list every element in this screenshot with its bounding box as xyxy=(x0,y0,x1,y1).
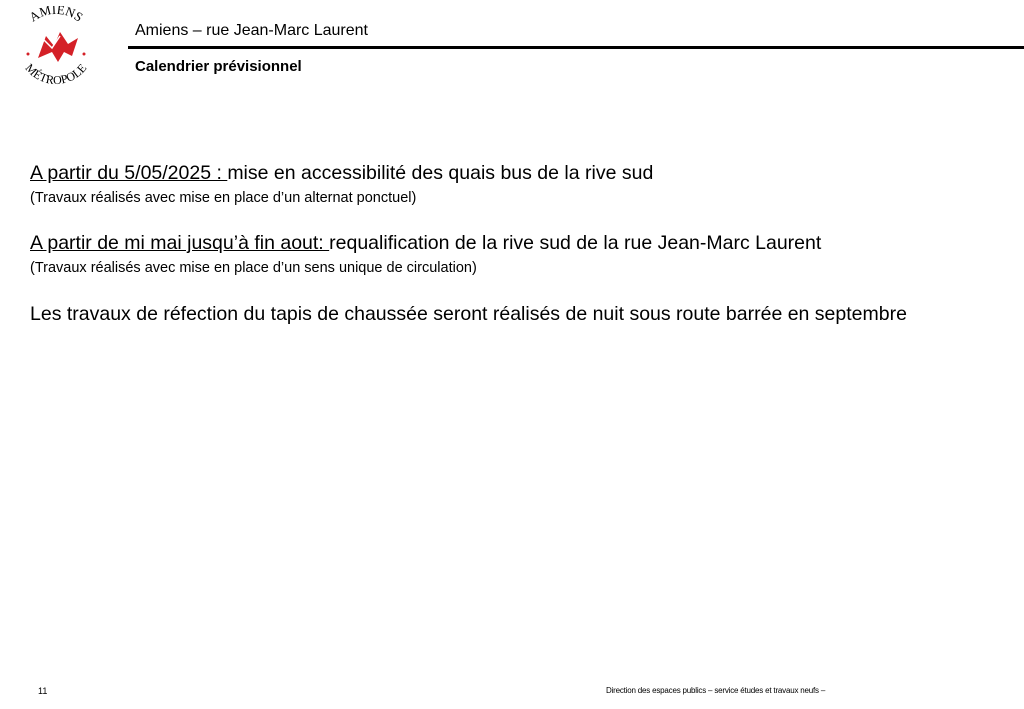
schedule-description: mise en accessibilité des quais bus de la rive sud xyxy=(227,162,654,184)
svg-text:AMIENS: AMIENS xyxy=(26,6,86,25)
schedule-date: A partir du 5/05/2025 : xyxy=(30,162,228,184)
header-divider xyxy=(128,46,1024,49)
schedule-content xyxy=(30,160,930,329)
schedule-note: (Travaux réalisés avec mise en place d’un sens unique de circulation) xyxy=(30,260,477,276)
section-title: Calendrier prévisionnel xyxy=(135,58,302,75)
footer-department: Direction des espaces publics – service études et travaux neufs – xyxy=(606,686,826,695)
svg-text:MÉTROPOLE: MÉTROPOLE xyxy=(22,60,90,88)
schedule-description: requalification de la rive sud de la rue Jean-Marc Laurent xyxy=(329,232,822,254)
schedule-item xyxy=(30,160,930,208)
schedule-note: (Travaux réalisés avec mise en place d’un alternat ponctuel) xyxy=(30,190,417,206)
schedule-date: A partir de mi mai jusqu’à fin aout: xyxy=(30,232,330,254)
resurfacing-paragraph: Les travaux de réfection du tapis de chaussée seront réalisés de nuit sous route barrée en septembre xyxy=(30,303,907,325)
amiens-metropole-logo xyxy=(8,6,104,92)
document-title: Amiens – rue Jean-Marc Laurent xyxy=(135,22,368,39)
page-number: 11 xyxy=(38,686,48,696)
schedule-item xyxy=(30,230,930,278)
